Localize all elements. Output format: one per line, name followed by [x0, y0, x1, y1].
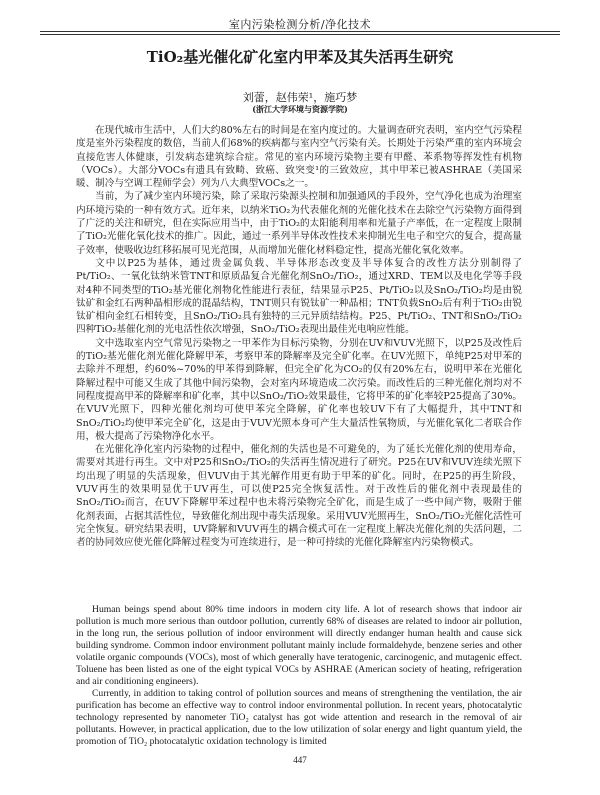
article-affiliation: (浙江大学环境与资源学院): [252, 104, 348, 114]
article-title: TiO₂基光催化矿化室内甲苯及其失活再生研究: [146, 48, 454, 66]
cn-paragraph-5: 在光催化净化室内污染物的过程中，催化剂的失活也是不可避免的，为了延长光催化剂的使用寿命，需要对其进行再生。文中对P25和SnO₂/TiO₂的失活再生情况进行了研究。P25在UV和VUV连续光照下均出现了明显的失活现象，但VUV由于其光解作用更有助于甲苯的矿化。同时，在P25的再生阶段，VUV再生的效果明显优于UV再生，可以使P25完全恢复活性。对于改性后的催化剂中表现最佳的SnO₂/TiO₂而言，在UV下降解甲苯过程中也未将污染物完全矿化，而是生成了一些中间产物，吸附于催化剂表面，占据其活性位，导致催化剂出现中毒失活现象。采用VUV光照再生，SnO₂/TiO₂光催化活性可完全恢复。研究结果表明，UV降解和VUV再生的耦合模式可在一定程度上解决光催化剂的失活问题，二者的协同效应使光催化降解过程变为可连续进行，是一种可持续的光催化降解室内污染物模式。: [76, 444, 522, 549]
cn-paragraph-2: 当前，为了减少室内环境污染，除了采取污染源头控制和加强通风的手段外，空气净化也成为治理室内环境污染的一种有效方式。近年来，以纳米TiO₂为代表催化剂的光催化技术在去除空气污染物方面得到了广泛的关注和研究，但在实际应用当中，由于TiO₂的太阳能利用率和光量子产率低，在一定程度上限制了TiO₂光催化氧化技术的推广。因此，通过一系列半导体改性技术来抑制光生电子和空穴的复合，提高量子效率，使吸收边红移拓展可见光范围，从而增加光催化材料稳定性，提高光催化氧化效率。: [76, 191, 522, 256]
running-header: 室内污染检测分析/净化技术: [228, 18, 372, 31]
en-paragraph-2: Currently, in addition to taking control of pollution sources and means of strengthening the ventilation, the air purification has become an effective way to control indoor environmental pollution. In recent years, photocatalytic technology represented by nanometer TiO₂ catalyst has got wide attention and research in the removal of air pollutants. However, in practical application, due to the low utilization of solar energy and light quantum yield, the promotion of TiO₂ photocatalytic oxidation technology is limited: [76, 688, 522, 747]
cn-paragraph-4: 文中选取室内空气常见污染物之一甲苯作为目标污染物，分别在UV和VUV光照下，以P25及改性后的TiO₂基光催化剂光催化降解甲苯，考察甲苯的降解率及完全矿化率。在UV光照下，单纯P25对甲苯的去除并不理想，约60%~70%的甲苯得到降解，但完全矿化为CO₂的仅有20%左右，说明甲苯在光催化降解过程中可能又生成了其他中间污染物，会对室内环境造成二次污染。而改性后的三种光催化剂均对不同程度提高甲苯的降解率和矿化率，其中以SnO₂/TiO₂效果最佳，它将甲苯的矿化率较P25提高了30%。在VUV光照下，四种光催化剂均可使甲苯完全降解，矿化率也较UV下有了大幅提升，其中TNT和SnO₂/TiO₂均使甲苯完全矿化，这是由于VUV光照本身可产生大量活性氧物质，与光催化氧化二者联合作用，极大提高了污染物净化水平。: [76, 337, 522, 442]
header-rule-thin: [40, 34, 560, 35]
cn-paragraph-1: 在现代城市生活中，人们大约80%左右的时间是在室内度过的。大量调查研究表明，室内空气污染程度是室外污染程度的数倍，当前人们68%的疾病都与室内空气污染有关。长期处于污染严重的室内环境会直接危害人体健康，引发病态建筑综合症。常见的室内环境污染物主要有甲醛、苯系物等挥发性有机物（VOCs）。大部分VOCs有遗具有致畸、致癌、致突变¹的三致效应，其中甲苯已被ASHRAE（美国采暖、制冷与空调工程师学会）列为八大典型VOCs之一。: [76, 125, 522, 190]
cn-paragraph-3: 文中以P25为基体，通过贵金属负载、半导体形态改变及半导体复合的改性方法分别制得了Pt/TiO₂、一氧化钛纳米管TNT和原质晶复合光催化剂SnO₂/TiO₂，通过XRD、TEM以及电化学等手段对4种不同类型的TiO₂基光催化剂物化性能进行表征，结果显示P25、Pt/TiO₂以及SnO₂/TiO₂均是由锐钛矿和金红石两种晶相形成的混晶结构，TNT则只有锐钛矿一种晶相；TNT负载SnO₂后有利于TiO₂由锐钛矿相向金红石相转变，且SnO₂/TiO₂具有独特的三元异质结结构。P25、Pt/TiO₂、TNT和SnO₂/TiO₂四种TiO₂基催化剂的光电活性依次增强，SnO₂/TiO₂表现出最佳光电响应性能。: [76, 257, 522, 336]
article-authors: 刘蕾，赵伟荣¹，施巧梦: [242, 91, 358, 104]
english-abstract: [76, 604, 522, 748]
header-rule: [40, 31, 560, 32]
chinese-abstract: [76, 124, 522, 550]
en-paragraph-1: Human beings spend about 80% time indoors in modern city life. A lot of research shows that indoor air pollution is much more serious than outdoor pollution, currently 68% of diseases are related to indoor air pollution, in the long run, the serious pollution of indoor environment will directly endanger human health and cause sick building syndrome. Common indoor environment pollutant mainly include formaldehyde, benzene series and other volatile organic compounds (VOCs), most of which generally have teratogenic, carcinogenic, and mutagenic effect. Toluene has been listed as one of the eight typical VOCs by ASHRAE (American society of heating, refrigeration and air conditioning engineers).: [76, 604, 522, 687]
page-number: 447: [293, 755, 307, 765]
